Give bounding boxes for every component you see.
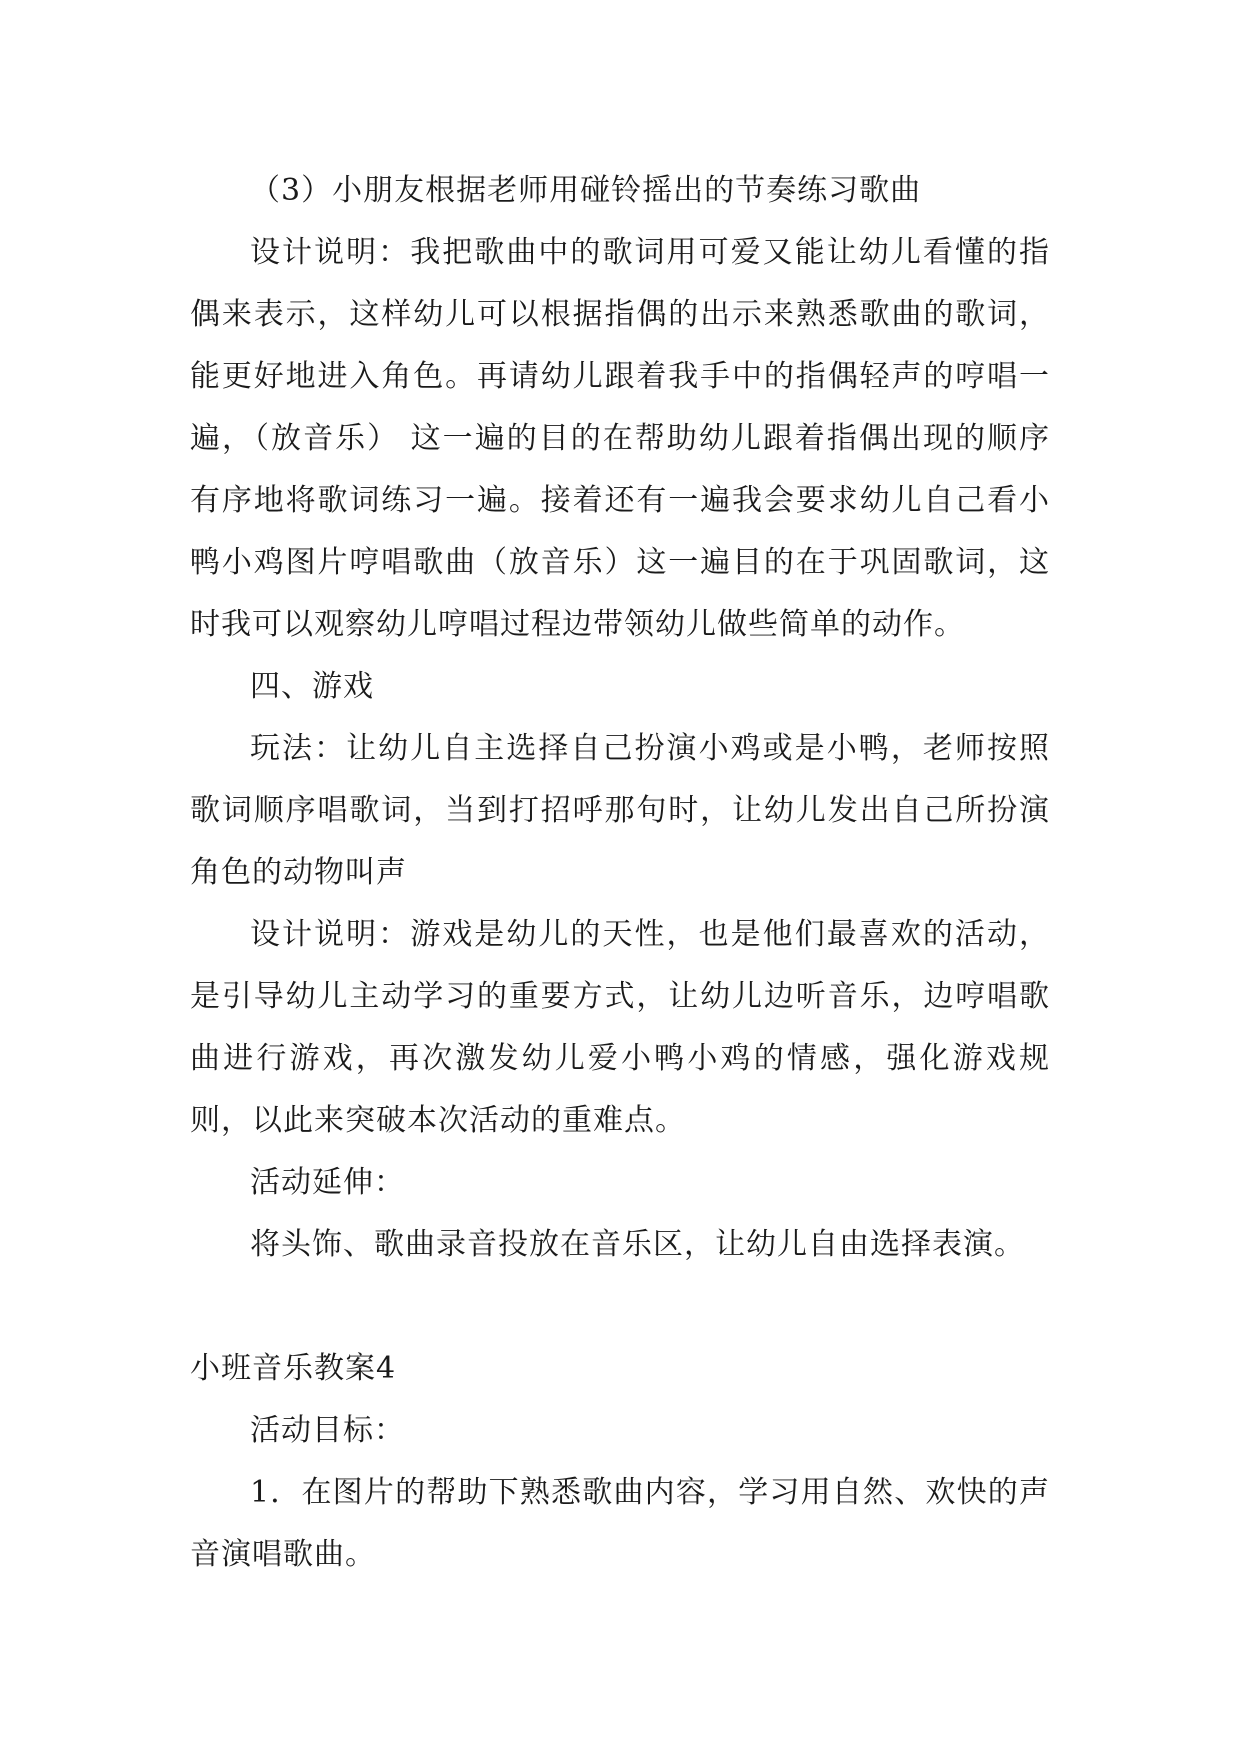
- document-body: [190, 160, 1050, 1586]
- section-spacer: [190, 1276, 1050, 1338]
- objectives-heading: 活动目标：: [250, 1413, 405, 1448]
- game-design-note-paragraph: 设计说明：游戏是幼儿的天性，也是他们最喜欢的活动，是引导幼儿主动学习的重要方式，让幼儿边听音乐，边哼唱歌曲进行游戏，再次激发幼儿爱小鸭小鸡的情感，强化游戏规则，以此来突破本次活动的重难点。: [190, 917, 1050, 1138]
- extension-paragraph: 将头饰、歌曲录音投放在音乐区，让幼儿自由选择表演。: [250, 1227, 1025, 1262]
- design-note-paragraph: 设计说明：我把歌曲中的歌词用可爱又能让幼儿看懂的指偶来表示，这样幼儿可以根据指偶的出示来熟悉歌曲的歌词，能更好地进入角色。再请幼儿跟着我手中的指偶轻声的哼唱一遍，（放音乐） 这一遍的目的在帮助幼儿跟着指偶出现的顺序有序地将歌词练习一遍。接着还有一遍我会要求幼儿自己看小鸭小鸡图片哼唱歌曲（放音乐）这一遍目的在于巩固歌词，这时我可以观察幼儿哼唱过程边带领幼儿做些简单的动作。: [190, 235, 1050, 642]
- practice-step-paragraph: （3）小朋友根据老师用碰铃摇出的节奏练习歌曲: [250, 173, 922, 208]
- extension-heading: 活动延伸：: [250, 1165, 405, 1200]
- objective-item-1: 1．在图片的帮助下熟悉歌曲内容，学习用自然、欢快的声音演唱歌曲。: [190, 1475, 1050, 1572]
- section-heading-game: 四、游戏: [250, 669, 374, 704]
- lesson-plan-title: 小班音乐教案4: [190, 1351, 397, 1386]
- gameplay-paragraph: 玩法：让幼儿自主选择自己扮演小鸡或是小鸭，老师按照歌词顺序唱歌词，当到打招呼那句时，让幼儿发出自己所扮演角色的动物叫声: [190, 731, 1050, 890]
